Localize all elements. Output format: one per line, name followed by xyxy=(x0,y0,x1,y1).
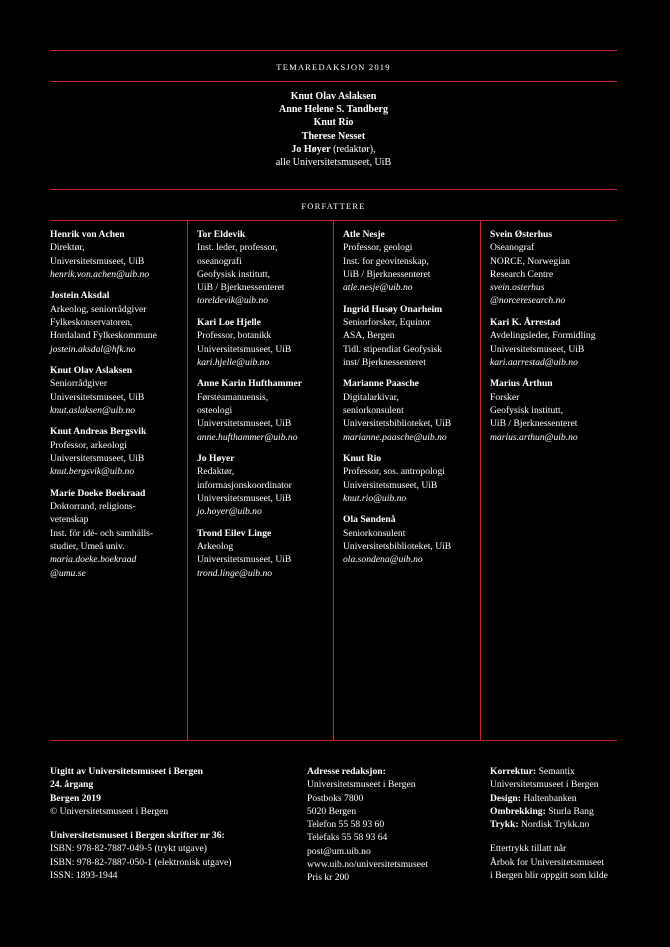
editor-name: Anne Helene S. Tandberg xyxy=(279,104,388,116)
forfattere-top-rule xyxy=(50,189,617,190)
author-entry xyxy=(197,377,302,443)
author-name: Atle Nesje xyxy=(343,229,385,240)
author-name: Kari Loe Hjelle xyxy=(197,316,261,328)
website-line: www.uib.no/universitetsmuseet xyxy=(307,859,428,871)
author-affiliation-line: oseanografi xyxy=(197,255,242,267)
phone-line: Telefon 55 58 93 60 xyxy=(307,819,385,831)
author-affiliation-line: Doktorrand, religions- xyxy=(50,501,136,513)
author-affiliation-line: Professor, botanikk xyxy=(197,330,272,342)
author-affiliation-line: Seniorforsker, Equinor xyxy=(343,316,431,328)
author-affiliation-line: Avdelingsleder, Formidling xyxy=(490,330,596,342)
author-affiliation-line: Redaktør, xyxy=(197,466,235,478)
author-entry xyxy=(343,228,451,294)
issn-line: ISSN: 1893-1944 xyxy=(50,870,118,882)
author-email: trond.linge@uib.no xyxy=(197,567,273,579)
author-affiliation-line: informasjonskoordinator xyxy=(197,479,292,491)
address-line: 5020 Bergen xyxy=(307,805,357,817)
author-affiliation-line: Inst. för idé- och samhälls- xyxy=(50,527,154,539)
authors-column-4 xyxy=(490,228,596,452)
author-name: Knut Rio xyxy=(343,453,382,465)
author-name: Anne Karin Hufthammer xyxy=(197,378,302,390)
author-affiliation-line: Fylkeskonservatoren, xyxy=(50,316,133,328)
author-email: @norceresearch.no xyxy=(490,295,566,307)
author-entry xyxy=(50,228,157,281)
authors-column-3 xyxy=(343,228,451,575)
author-entry xyxy=(197,228,302,308)
author-name: Knut Olav Aslaksen xyxy=(50,365,133,377)
author-name: Knut Andreas Bergsvik xyxy=(50,426,147,438)
author-affiliation-line: vetenskap xyxy=(50,514,89,526)
author-affiliation-line: Oseanograf xyxy=(490,242,535,254)
column-divider-1 xyxy=(187,221,188,740)
author-email: marius.arthun@uib.no xyxy=(490,431,578,443)
author-affiliation-line: Research Centre xyxy=(490,268,554,280)
editors-list xyxy=(50,90,617,169)
reprint-notice: i Bergen blir oppgitt som kilde xyxy=(490,870,608,882)
series-line: Universitetsmuseet i Bergen skrifter nr 36: xyxy=(50,830,225,842)
author-affiliation-line: Seniorkonsulent xyxy=(343,527,406,539)
author-affiliation-line: Arkeolog xyxy=(197,540,234,552)
author-email: henrik.von.achen@uib.no xyxy=(50,268,150,280)
ombrekking-value: Sturla Bang xyxy=(545,805,594,817)
author-name: Tor Eldevik xyxy=(197,229,246,240)
author-email: ola.sondena@uib.no xyxy=(343,554,423,566)
author-affiliation-line: Universitetsmuseet, UiB xyxy=(197,343,292,355)
author-affiliation-line: Professor, sos. antropologi xyxy=(343,466,445,478)
author-email: knut.bergsvik@uib.no xyxy=(50,466,135,478)
author-affiliation-line: UiB / Bjerknessenteret xyxy=(343,268,431,280)
author-email: jostein.aksdal@hfk.no xyxy=(50,343,136,355)
author-affiliation-line: osteologi xyxy=(197,404,233,416)
author-name: Marie Doeke Boekraad xyxy=(50,487,146,499)
credits-block xyxy=(490,765,608,882)
editor-name: Knut Rio xyxy=(313,117,354,129)
column-divider-2 xyxy=(333,221,334,740)
author-affiliation-line: Geofysisk institutt, xyxy=(197,268,271,280)
author-affiliation-line: Geofysisk institutt, xyxy=(490,404,564,416)
author-name: Marianne Paasche xyxy=(343,378,419,390)
korrektur-line xyxy=(490,765,608,778)
author-affiliation-line: Universitetsbiblioteket, UiB xyxy=(343,418,452,430)
author-affiliation-line: Universitetsmuseet, UiB xyxy=(197,554,292,566)
author-affiliation-line: NORCE, Norwegian xyxy=(490,255,570,267)
author-affiliation-line: Professor, geologi xyxy=(343,242,413,254)
publisher-block xyxy=(50,765,231,882)
author-entry xyxy=(343,513,451,566)
email-line: post@um.uib.no xyxy=(307,845,371,857)
author-email: @umu.se xyxy=(50,567,86,579)
author-affiliation-line: Arkeolog, seniorrådgiver xyxy=(50,303,147,315)
author-affiliation-line: Tidl. stipendiat Geofysisk xyxy=(343,343,443,355)
author-email: toreldevik@uib.no xyxy=(197,295,269,307)
author-affiliation-line: Seniorrådgiver xyxy=(50,378,108,390)
volume-line: 24. årgang xyxy=(50,779,94,791)
author-affiliation-line: Universitetsmuseet, UiB xyxy=(197,492,292,504)
author-email: kari.aarrestad@uib.no xyxy=(490,356,578,368)
author-affiliation-line: Universitetsmuseet, UiB xyxy=(197,418,292,430)
author-email: marianne.paasche@uib.no xyxy=(343,431,447,443)
top-rule xyxy=(50,50,617,51)
editors-affiliation: alle Universitetsmuseet, UiB xyxy=(275,157,392,169)
authors-column-2 xyxy=(197,228,302,588)
design-value: Haltenbanken xyxy=(520,792,577,804)
author-affiliation-line: Universitetsmuseet, UiB xyxy=(50,255,145,267)
author-entry xyxy=(50,289,157,355)
editor-name: Jo Høyer xyxy=(291,143,331,155)
trykk-value: Nordisk Trykk.no xyxy=(518,819,590,831)
author-name: Kari K. Årrestad xyxy=(490,316,561,328)
author-affiliation-line: Universitetsbiblioteket, UiB xyxy=(343,540,452,552)
korrektur-label: Korrektur: xyxy=(490,766,537,777)
editor-name: Knut Olav Aslaksen xyxy=(290,91,377,102)
author-name: Jostein Aksdal xyxy=(50,290,110,302)
editor-lead xyxy=(50,143,617,156)
temaredaksjon-rule xyxy=(50,81,617,82)
ombrekking-line xyxy=(490,805,608,818)
author-affiliation-line: UiB / Bjerknessenteret xyxy=(490,418,578,430)
author-email: kari.hjelle@uib.no xyxy=(197,356,270,368)
author-email: svein.osterhus xyxy=(490,282,545,294)
ombrekking-label: Ombrekking: xyxy=(490,805,546,817)
author-entry xyxy=(490,228,596,308)
bottom-rule xyxy=(50,740,617,741)
author-email: maria.doeke.boekraad xyxy=(50,554,137,566)
author-affiliation-line: seniorkonsulent xyxy=(343,404,404,416)
author-affiliation-line: Universitetsmuseet, UiB xyxy=(490,343,585,355)
author-affiliation-line: Universitetsmuseet, UiB xyxy=(50,391,145,403)
isbn-electronic: ISBN: 978-82-7887-050-1 (elektronisk utgave) xyxy=(50,856,232,868)
design-line xyxy=(490,792,608,805)
trykk-line xyxy=(490,818,608,831)
fax-line: Telefaks 55 58 93 64 xyxy=(307,832,388,844)
author-entry xyxy=(490,316,596,369)
author-affiliation-line: Førsteamanuensis, xyxy=(197,391,269,403)
temaredaksjon-heading: TEMAREDAKSJON 2019 xyxy=(276,62,391,72)
author-affiliation-line: Universitetsmuseet, UiB xyxy=(50,453,145,465)
author-affiliation-line: Direktør, xyxy=(50,242,85,254)
address-block xyxy=(307,765,428,885)
trykk-label: Trykk: xyxy=(490,819,519,831)
author-affiliation-line: ASA, Bergen xyxy=(343,330,395,342)
author-affiliation-line: UiB / Bjerknessenteret xyxy=(197,282,285,294)
editor-role-note: (redaktør), xyxy=(330,143,376,155)
author-name: Ingrid Husøy Onarheim xyxy=(343,303,443,315)
reprint-notice: Årbok for Universitetsmuseet xyxy=(490,856,605,868)
reprint-notice: Ettertrykk tillatt når xyxy=(490,843,567,855)
authors-column-1 xyxy=(50,228,157,588)
korrektur-line-2: Universitetsmuseet i Bergen xyxy=(490,779,599,791)
author-entry xyxy=(50,425,157,478)
author-affiliation-line: Digitalarkivar, xyxy=(343,391,399,403)
author-name: Jo Høyer xyxy=(197,453,235,465)
column-divider-3 xyxy=(480,221,481,740)
author-name: Ola Søndenå xyxy=(343,514,396,526)
editor-name: Therese Nesset xyxy=(301,130,366,142)
copyright-line: © Universitetsmuseet i Bergen xyxy=(50,805,169,817)
price-line: Pris kr 200 xyxy=(307,872,350,884)
address-line: Postboks 7800 xyxy=(307,792,364,804)
author-email: knut.rio@uib.no xyxy=(343,492,407,504)
author-affiliation-line: Professor, arkeologi xyxy=(50,439,127,451)
author-entry xyxy=(343,452,451,505)
year-line: Bergen 2019 xyxy=(50,792,101,804)
author-entry xyxy=(197,527,302,580)
author-name: Trond Eilev Linge xyxy=(197,527,272,539)
author-affiliation-line: Forsker xyxy=(490,391,520,403)
author-entry xyxy=(50,364,157,417)
isbn-print: ISBN: 978-82-7887-049-5 (trykt utgave) xyxy=(50,843,207,855)
author-name: Henrik von Achen xyxy=(50,229,125,240)
author-affiliation-line: Hordaland Fylkeskommune xyxy=(50,330,157,342)
design-label: Design: xyxy=(490,792,521,804)
author-entry xyxy=(343,303,451,369)
author-affiliation-line: Inst. for geovitenskap, xyxy=(343,255,429,267)
author-name: Svein Østerhus xyxy=(490,229,553,240)
author-affiliation-line: Inst. leder, professor, xyxy=(197,242,278,254)
address-line: Universitetsmuseet i Bergen xyxy=(307,779,416,791)
author-email: jo.hoyer@uib.no xyxy=(197,506,262,518)
author-email: anne.hufthammer@uib.no xyxy=(197,431,298,443)
forfattere-heading: FORFATTERE xyxy=(301,201,366,211)
address-heading: Adresse redaksjon: xyxy=(307,766,386,777)
author-affiliation-line: inst/ Bjerknessenteret xyxy=(343,356,426,368)
korrektur-value: Semantix xyxy=(536,766,575,777)
author-entry xyxy=(490,377,596,443)
author-affiliation-line: Universitetsmuseet, UiB xyxy=(343,479,438,491)
publisher-line: Utgitt av Universitetsmuseet i Bergen xyxy=(50,766,203,777)
author-entry xyxy=(197,316,302,369)
author-entry xyxy=(50,487,157,580)
author-entry xyxy=(197,452,302,518)
author-email: knut.aslaksen@uib.no xyxy=(50,404,136,416)
author-name: Marius Årthun xyxy=(490,378,553,390)
author-affiliation-line: studier, Umeå univ. xyxy=(50,540,125,552)
author-email: atle.nesje@uib.no xyxy=(343,282,413,294)
author-entry xyxy=(343,377,451,443)
